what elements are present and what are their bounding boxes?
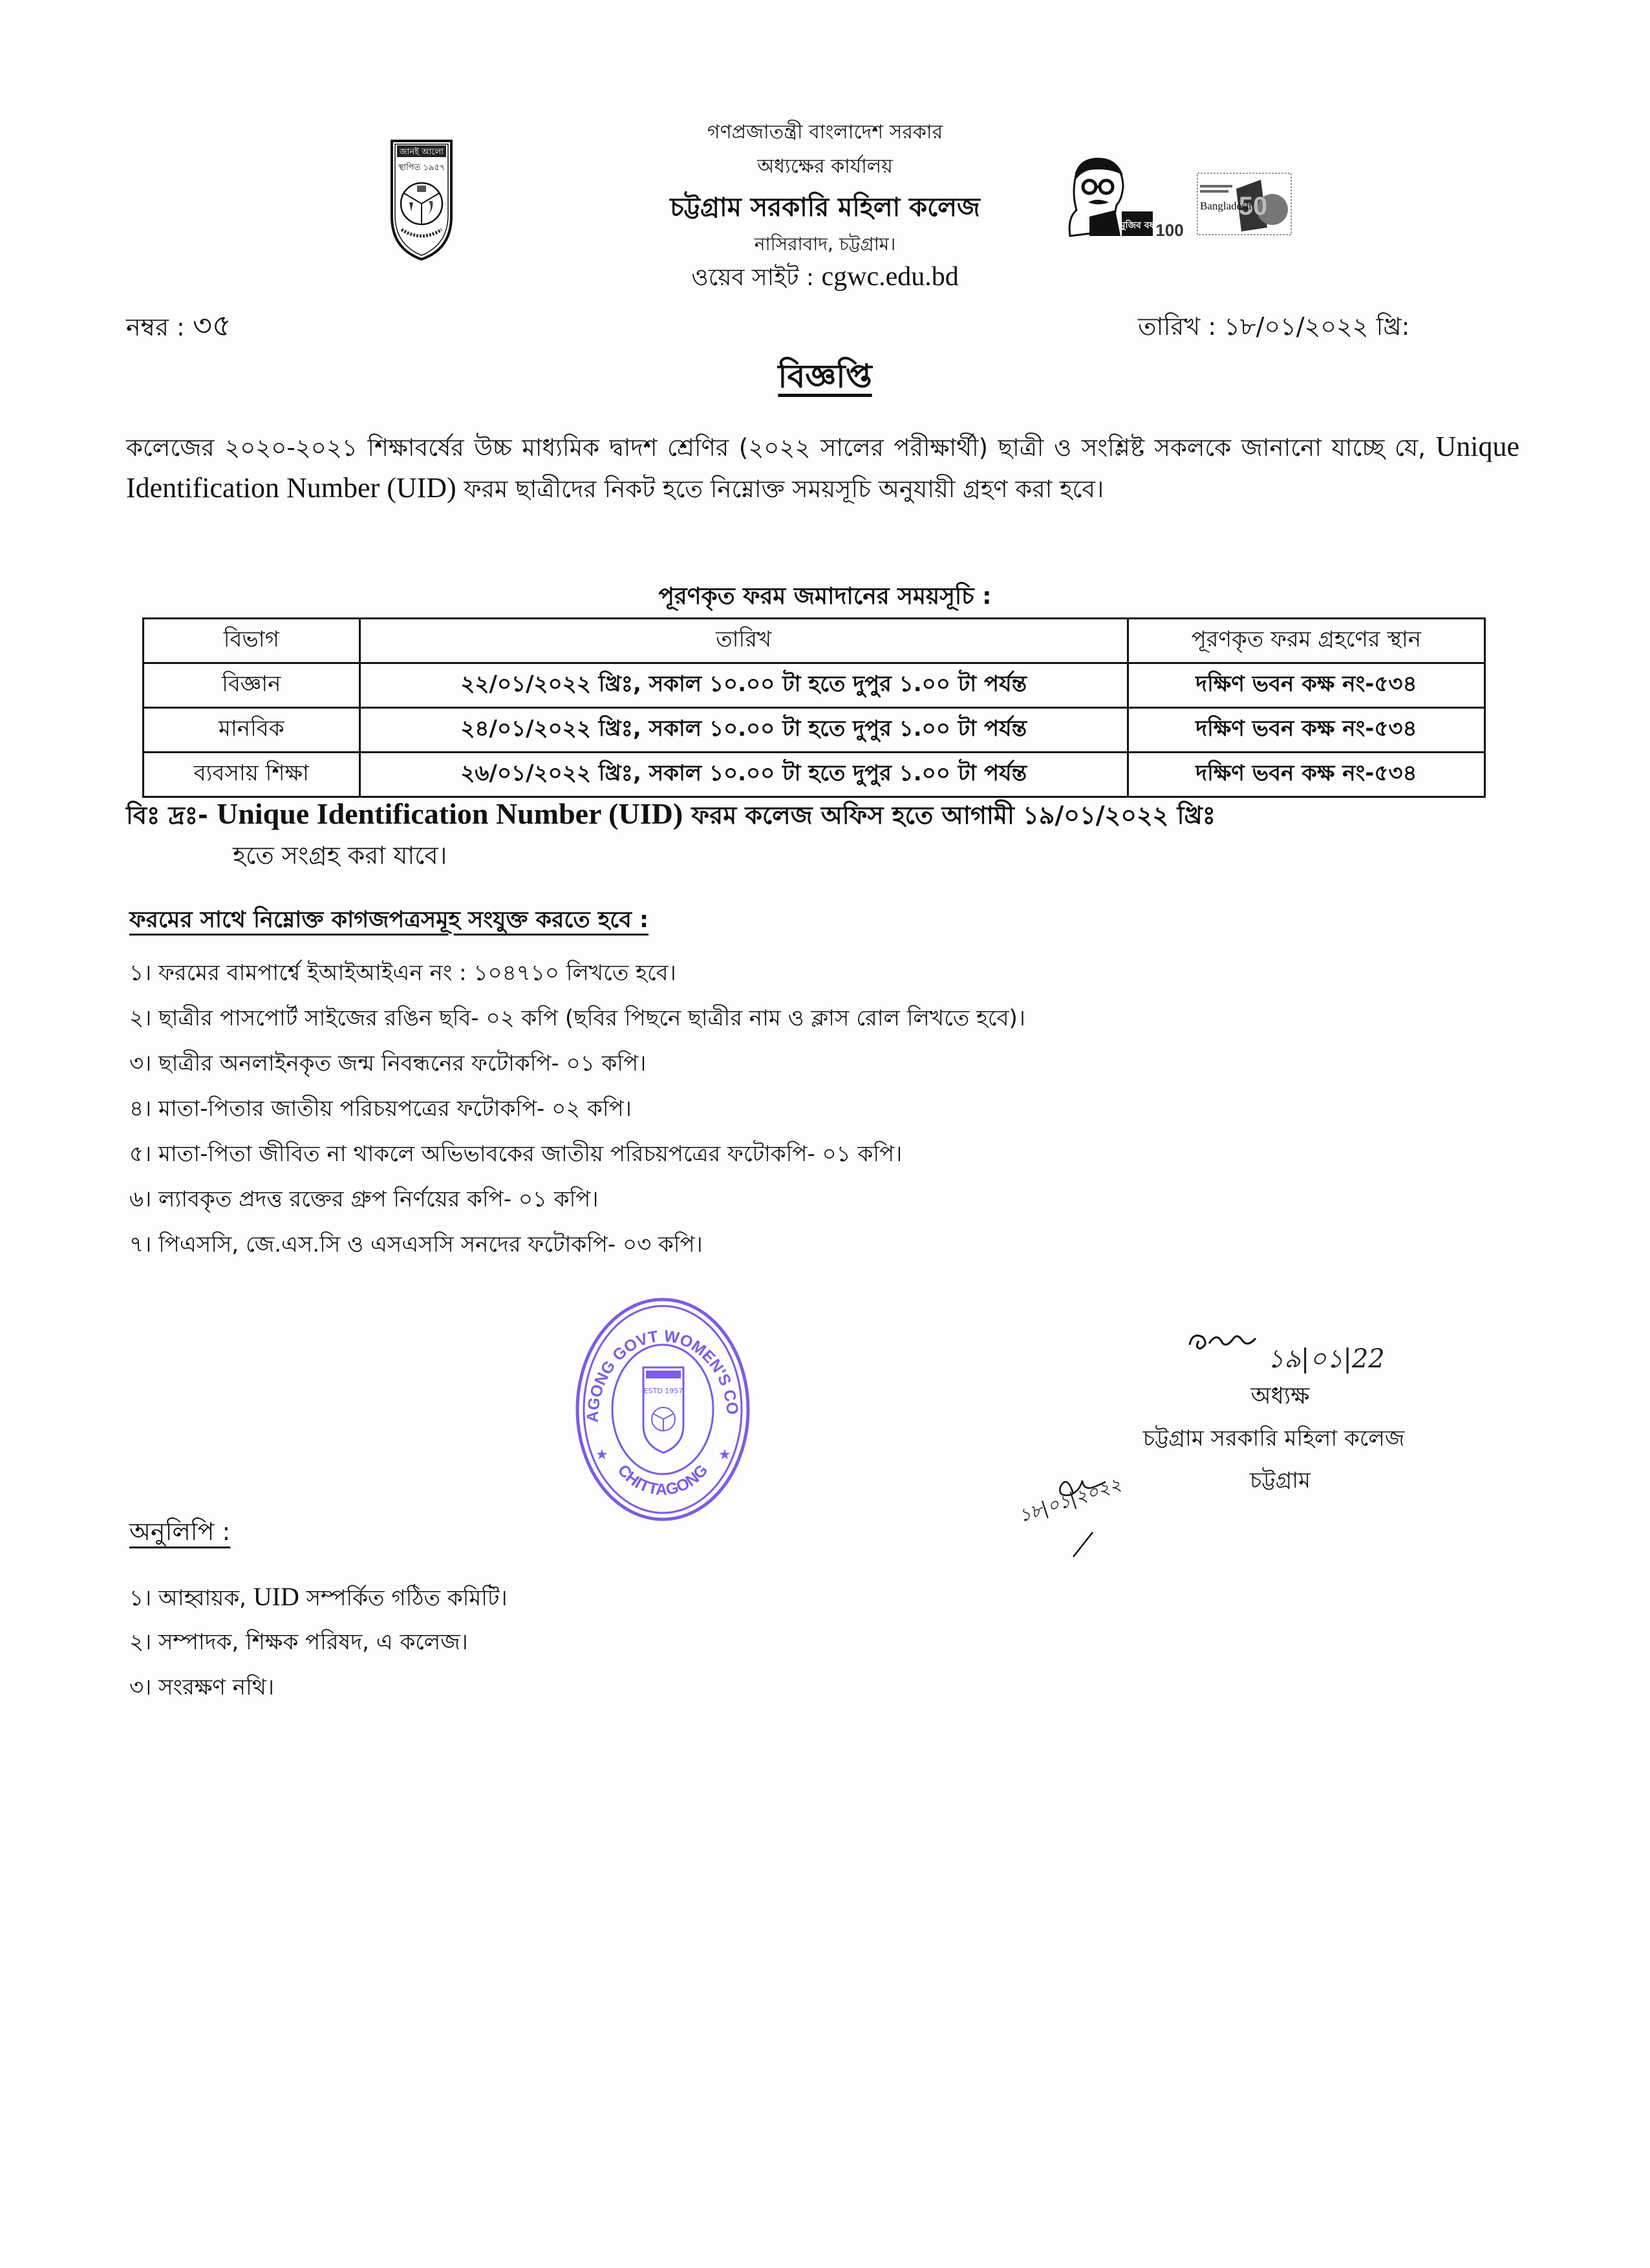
col-header-department: বিভাগ	[144, 619, 360, 663]
memo-date-value: ১৮/০১/২০২২ খ্রি:	[1224, 312, 1410, 341]
bangladesh-50-logo	[1196, 169, 1293, 237]
memo-date	[1138, 310, 1409, 343]
col-header-place: পূরণকৃত ফরম গ্রহণের স্থান	[1128, 619, 1484, 663]
note-line-2: হতে সংগ্রহ করা যাবে।	[233, 841, 447, 870]
cell-department: ব্যবসায় শিক্ষা	[144, 753, 360, 797]
college-crest-logo	[390, 139, 453, 262]
intro-text-1: কলেজের ২০২০-২০২১ শিক্ষাবর্ষের উচ্চ মাধ্যমিক দ্বাদশ শ্রেণির (২০২২ সালের পরীক্ষার্থী) ছাত্রী ও সংশ্লিষ্ট সকলকে জানানো যাচ্ছে যে,	[126, 434, 1426, 462]
memo-date-label: তারিখ :	[1138, 312, 1217, 341]
cell-place: দক্ষিণ ভবন কক্ষ নং-৫৩৪	[1128, 663, 1484, 708]
copy-item-text: সম্পর্কিত গঠিত কমিটি।	[306, 1585, 508, 1611]
crest-established: স্থাপিত ১৯৫৭	[398, 163, 445, 173]
table-row	[144, 663, 1485, 708]
intro-uid-text: Unique Identification Number (UID)	[126, 431, 1520, 504]
schedule-table	[142, 617, 1486, 798]
stamp-top-text: AGONG GOVT WOMEN'S CO	[583, 1327, 742, 1423]
svg-text:★: ★	[595, 1447, 608, 1463]
mujib-borsho-logo	[1064, 153, 1186, 241]
svg-text:★: ★	[718, 1447, 731, 1463]
note-text: ফরম কলেজ অফিস হতে আগামী ১৯/০১/২০২২ খ্রিঃ	[691, 801, 1216, 829]
schedule-caption: পূরণকৃত ফরম জমাদানের সময়সূচি :	[658, 583, 992, 610]
document-item: ৭। পিএসসি, জে.এস.সি ও এসএসসি সনদের ফটোকপি- ০৩ কপি।	[129, 1232, 703, 1257]
stamp-inner-text: ESTD 1957	[643, 1387, 683, 1395]
signatory-college: চট্টগ্রাম সরকারি মহিলা কলেজ	[1142, 1426, 1405, 1451]
mujib-number: 100	[1155, 220, 1184, 240]
col-header-date: তারিখ	[359, 619, 1128, 663]
header-govt: গণপ্রজাতন্ত্রী বাংলাদেশ সরকার	[707, 121, 943, 144]
mujib-label: মুজিব বর্ষ	[1120, 220, 1155, 231]
document-item: ২। ছাত্রীর পাসপোর্ট সাইজের রঙিন ছবি- ০২ কপি (ছবির পিছনে ছাত্রীর নাম ও ক্লাস রোল লিখতে হবে)।	[129, 1005, 1025, 1031]
stamp-bottom-text: CHITTAGONG	[614, 1461, 712, 1499]
copy-item: ৩। সংরক্ষণ নথি।	[129, 1674, 274, 1700]
website-link[interactable]: cgwc.edu.bd	[821, 262, 959, 292]
header-office: অধ্যক্ষের কার্যালয়	[757, 155, 893, 178]
memo-number	[126, 309, 231, 343]
schedule-header-row	[144, 619, 1485, 663]
crest-motto: জানই আলো	[400, 147, 444, 157]
copies-heading: অনুলিপি :	[129, 1517, 231, 1546]
cell-department: বিজ্ঞান	[144, 663, 360, 708]
cell-department: মানবিক	[144, 708, 360, 753]
memo-number-value: ৩৫	[192, 308, 231, 343]
note-uid-text: Unique Identification Number (UID)	[217, 797, 683, 830]
bd50-text: Bangladesh	[1200, 200, 1252, 212]
notice-title: বিজ্ঞপ্তি	[778, 358, 872, 395]
cell-place: দক্ষিণ ভবন কক্ষ নং-৫৩৪	[1128, 753, 1484, 797]
copy-item	[129, 1583, 508, 1612]
documents-heading: ফরমের সাথে নিম্নোক্ত কাগজপত্রসমূহ সংযুক্ত করতে হবে :	[129, 907, 648, 933]
college-seal-stamp	[572, 1290, 753, 1529]
document-item: ৪। মাতা-পিতার জাতীয় পরিচয়পত্রের ফটোকপি- ০২ কপি।	[129, 1096, 632, 1122]
intro-text-2: ফরম ছাত্রীদের নিকট হতে নিম্নোক্ত সময়সূচি অনুযায়ী গ্রহণ করা হবে।	[464, 475, 1104, 503]
header-college: চট্টগ্রাম সরকারি মহিলা কলেজ	[670, 193, 980, 222]
copy-item-text: ১। আহ্বায়ক,	[129, 1585, 246, 1611]
signature-date: ১৯|০১|22	[1267, 1344, 1385, 1374]
header-website	[0, 264, 1650, 291]
cell-date: ২৪/০১/২০২২ খ্রিঃ, সকাল ১০.০০ টা হতে দুপুর ১.০০ টা পর্যন্ত	[359, 708, 1128, 753]
copy-item: ২। সম্পাদক, শিক্ষক পরিষদ, এ কলেজ।	[129, 1629, 468, 1655]
cell-date: ২৬/০১/২০২২ খ্রিঃ, সকাল ১০.০০ টা হতে দুপুর ১.০০ টা পর্যন্ত	[359, 753, 1128, 797]
header-address: নাসিরাবাদ, চট্টগ্রাম।	[754, 233, 896, 255]
cell-date: ২২/০১/২০২২ খ্রিঃ, সকাল ১০.০০ টা হতে দুপুর ১.০০ টা পর্যন্ত	[359, 663, 1128, 708]
table-row	[144, 753, 1485, 797]
signatory-city: চট্টগ্রাম	[1250, 1468, 1311, 1493]
initials-date: ১৮|০১|২০২২	[1016, 1473, 1124, 1527]
document-item: ১। ফরমের বামপার্শ্বে ইআইআইএন নং : ১০৪৭১০ লিখতে হবে।	[129, 960, 676, 986]
copy-item-uid: UID	[253, 1582, 299, 1611]
table-row	[144, 708, 1485, 753]
note-prefix: বিঃ দ্রঃ-	[126, 801, 208, 829]
signatory-designation: অধ্যক্ষ	[1250, 1383, 1310, 1409]
document-item: ৩। ছাত্রীর অনলাইনকৃত জন্ম নিবন্ধনের ফটোকপি- ০১ কপি।	[129, 1051, 647, 1076]
document-item: ৬। ল্যাবকৃত প্রদত্ত রক্তের গ্রুপ নির্ণয়ের কপি- ০১ কপি।	[129, 1186, 599, 1212]
bd50-number: 50	[1238, 192, 1268, 220]
website-label: ওয়েব সাইট :	[691, 264, 815, 291]
intro-paragraph	[126, 427, 1519, 509]
memo-number-label: নম্বর :	[126, 313, 185, 341]
cell-place: দক্ষিণ ভবন কক্ষ নং-৫৩৪	[1128, 708, 1484, 753]
note-line-1	[126, 794, 1516, 835]
document-item: ৫। মাতা-পিতা জীবিত না থাকলে অভিভাবকের জাতীয় পরিচয়পত্রের ফটোকপি- ০১ কপি।	[129, 1141, 903, 1167]
